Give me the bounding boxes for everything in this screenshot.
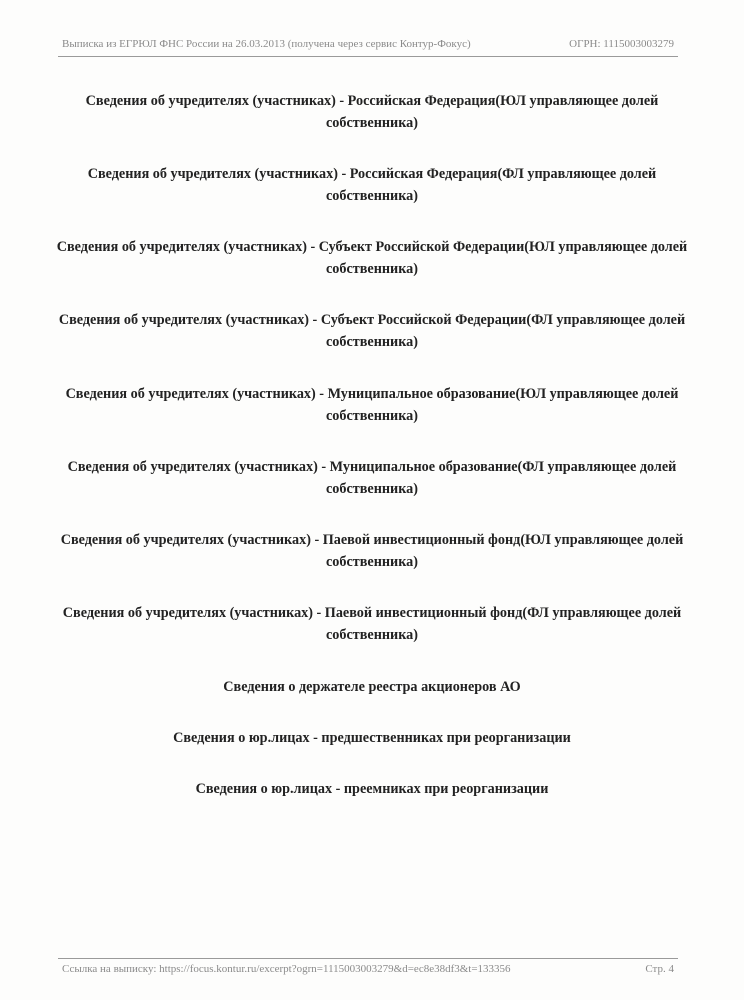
section-heading-line1: Сведения об учредителях (участниках) - Муниципальное образование(ЮЛ управляющее долей <box>65 386 679 402</box>
section-heading-line2: собственника) <box>325 627 418 643</box>
section-heading-line2: собственника) <box>325 261 418 277</box>
header-ogrn: ОГРН: 1115003003279 <box>569 38 674 50</box>
section-heading <box>40 236 704 280</box>
section-heading <box>40 90 704 134</box>
section-heading <box>40 529 704 573</box>
section-heading <box>40 676 704 698</box>
section-heading-line2: собственника) <box>325 481 418 497</box>
section-heading <box>40 727 704 749</box>
section-heading <box>40 778 704 800</box>
section-heading <box>40 309 704 353</box>
section-heading-line2: собственника) <box>325 334 418 350</box>
section-heading-line1: Сведения о юр.лицах - преемниках при реорганизации <box>195 781 549 797</box>
section-heading-line1: Сведения об учредителях (участниках) - Паевой инвестиционный фонд(ЮЛ управляющее долей <box>60 532 684 548</box>
page-footer <box>58 958 678 981</box>
section-heading <box>40 456 704 500</box>
section-heading-line1: Сведения об учредителях (участниках) - Субъект Российской Федерации(ЮЛ управляющее долей <box>56 239 688 255</box>
section-heading <box>40 602 704 646</box>
section-heading-line2: собственника) <box>325 115 418 131</box>
section-heading-line1: Сведения об учредителях (участниках) - Паевой инвестиционный фонд(ФЛ управляющее долей <box>62 605 682 621</box>
header-source: Выписка из ЕГРЮЛ ФНС России на 26.03.2013 (получена через сервис Контур-Фокус) <box>62 38 471 50</box>
section-heading-line2: собственника) <box>325 554 418 570</box>
section-heading-line1: Сведения о держателе реестра акционеров АО <box>223 679 521 695</box>
page-number: Стр. 4 <box>645 963 674 975</box>
section-heading-line2: собственника) <box>325 188 418 204</box>
section-heading-line1: Сведения об учредителях (участниках) - Муниципальное образование(ФЛ управляющее долей <box>67 459 677 475</box>
section-heading-line1: Сведения об учредителях (участниках) - Российская Федерация(ФЛ управляющее долей <box>87 166 657 182</box>
section-heading <box>40 163 704 207</box>
section-heading-line1: Сведения о юр.лицах - предшественниках при реорганизации <box>173 730 571 746</box>
section-heading <box>40 383 704 427</box>
section-heading-line1: Сведения об учредителях (участниках) - Российская Федерация(ЮЛ управляющее долей <box>85 93 659 109</box>
section-heading-line2: собственника) <box>325 408 418 424</box>
section-heading-line1: Сведения об учредителях (участниках) - Субъект Российской Федерации(ФЛ управляющее долей <box>58 312 686 328</box>
page-header <box>58 36 678 57</box>
excerpt-link: Ссылка на выписку: https://focus.kontur.ru/excerpt?ogrn=1115003003279&d=ec8e38df3&t=133356 <box>62 963 511 975</box>
